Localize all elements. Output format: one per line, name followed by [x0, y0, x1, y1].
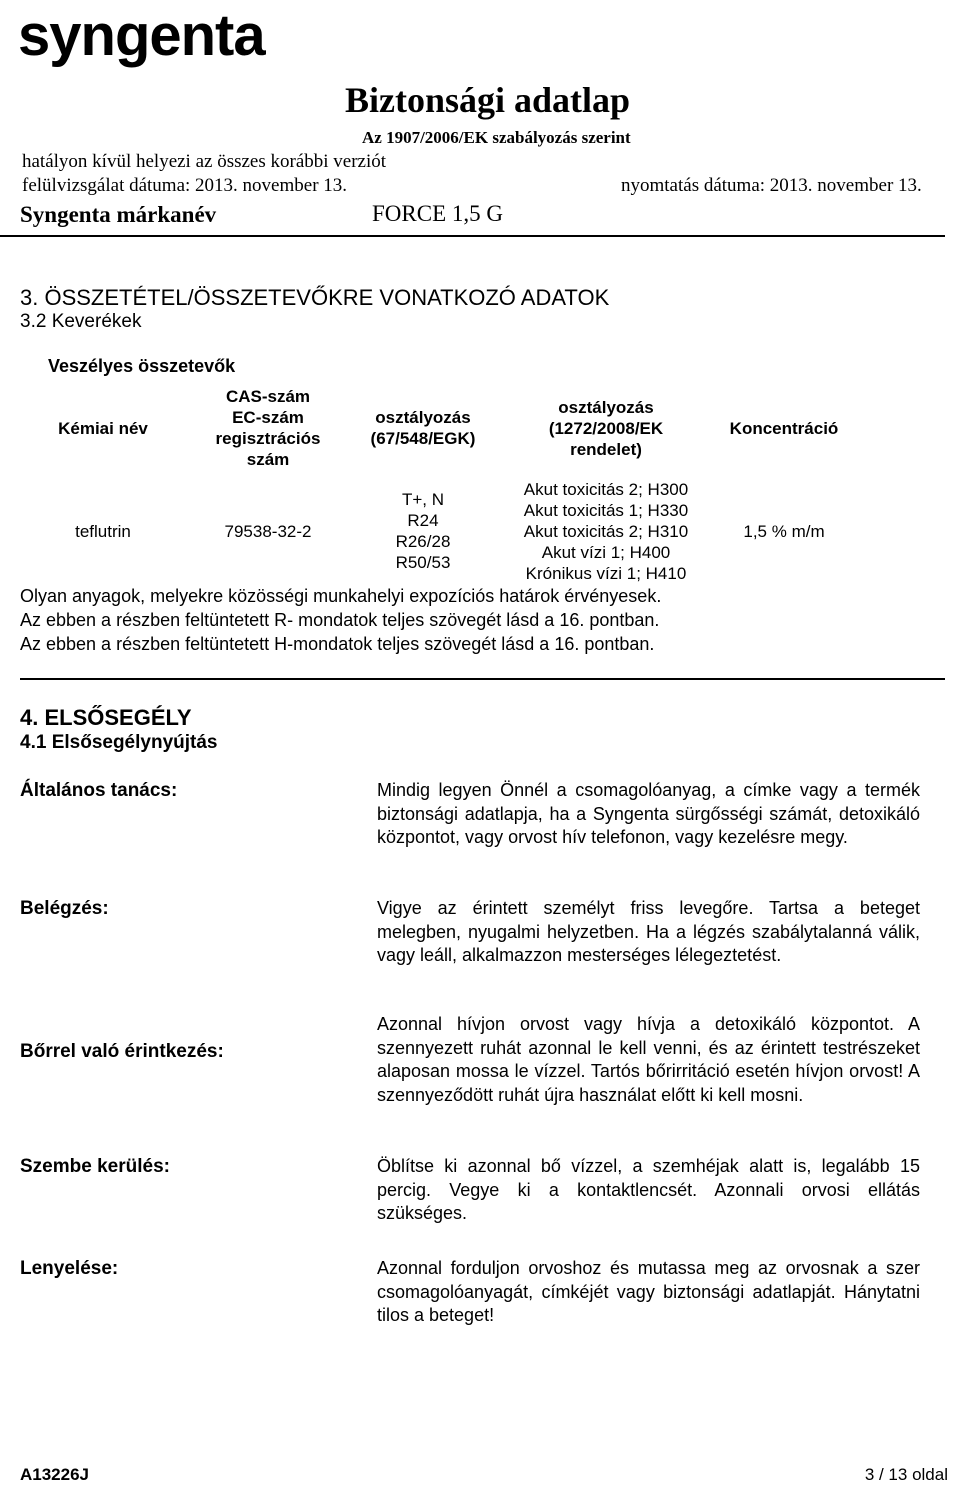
note-exposure-limits: Olyan anyagok, melyekre közösségi munkahelyi expozíciós határok érvényesek.	[20, 586, 662, 606]
ingredients-table	[18, 380, 854, 586]
section-divider	[20, 678, 945, 680]
revision-date: felülvizsgálat dátuma: 2013. november 13.	[22, 175, 348, 196]
page-title: Biztonsági adatlap	[345, 80, 631, 120]
skin-contact-text: Azonnal hívjon orvost vagy hívja a detoxikáló központot. A szennyezett ruhát azonnal le kell venni, és az érintett testrészeket alaposan mossa le vízzel. Tartós bőrirritáció esetén hívjon orvost! A szennyeződött ruhát újra használat előtt ki kell mosni.	[377, 1014, 920, 1105]
header-divider	[0, 235, 945, 237]
general-advice-text: Mindig legyen Önnél a csomagolóanyag, a címke vagy a termék biztonsági adatlapja, ha a Syngenta sürgősségi számát, detoxikáló központot, vagy orvost hív telefonon, vagy kezelésre megy.	[377, 780, 920, 847]
regulation-line: Az 1907/2006/EK szabályozás szerint	[362, 128, 631, 147]
cell-chemical-name: teflutrin	[75, 521, 131, 541]
skin-contact-label: Bőrrel való érintkezés:	[20, 1041, 224, 1062]
section4-subtitle: 4.1 Elsősegélynyújtás	[20, 732, 218, 753]
page-number: 3 / 13 oldal	[864, 1465, 948, 1484]
eye-contact-text: Öblítse ki azonnal bő vízzel, a szemhéjak alatt is, legalább 15 percig. Vegye ki a kontaktlencsét. Azonnali orvosi ellátás szükséges.	[377, 1156, 920, 1223]
cell-concentration: 1,5 % m/m	[743, 521, 825, 541]
col-classification-67-548: osztályozás (67/548/EGK)	[370, 408, 476, 448]
inhalation-text: Vigye az érintett személyt friss levegőre. Tartsa a beteget melegben, nyugalmi helyzetben. Ha a légzés szabálytalanná válik, vagy leáll, alkalmazzon mesterséges lélegeztetést.	[377, 898, 920, 965]
cell-classification-1272-2008: Akut toxicitás 2; H300 Akut toxicitás 1; H330 Akut toxicitás 2; H310 Akut vízi 1; H400 Krónikus vízi 1; H410	[523, 479, 689, 583]
supersedes-line: hatályon kívül helyezi az összes korábbi verziót	[22, 151, 387, 172]
eye-contact-label: Szembe kerülés:	[20, 1156, 170, 1177]
note-r-phrases: Az ebben a részben feltüntetett R- mondatok teljes szövegét lásd a 16. pontban.	[20, 610, 660, 630]
hazardous-ingredients-title: Veszélyes összetevők	[48, 356, 236, 376]
cell-classification-67-548: T+, N R24 R26/28 R50/53	[395, 490, 451, 572]
section3-title: 3. ÖSSZETÉTEL/ÖSSZETEVŐKRE VONATKOZÓ ADATOK	[20, 285, 610, 310]
ingestion-label: Lenyelése:	[20, 1258, 119, 1279]
print-date: nyomtatás dátuma: 2013. november 13.	[621, 175, 922, 196]
col-cas-number: CAS-szám EC-szám regisztrációs szám	[215, 387, 321, 469]
col-concentration: Koncentráció	[729, 418, 839, 438]
syngenta-logo: syngenta	[18, 3, 265, 68]
col-classification-1272-2008: osztályozás (1272/2008/EK rendelet)	[548, 397, 664, 459]
table-header-row	[18, 380, 854, 476]
inhalation-label: Belégzés:	[20, 898, 109, 919]
note-h-phrases: Az ebben a részben feltüntetett H-mondatok teljes szövegét lásd a 16. pontban.	[20, 634, 655, 654]
table-row	[18, 476, 854, 586]
cell-cas-number: 79538-32-2	[224, 521, 312, 541]
document-code: A13226J	[20, 1465, 90, 1484]
section3-subtitle: 3.2 Keverékek	[20, 311, 142, 332]
section4-title: 4. ELSŐSEGÉLY	[20, 705, 192, 730]
general-advice-label: Általános tanács:	[20, 780, 178, 801]
product-name: FORCE 1,5 G	[372, 201, 503, 226]
ingestion-text: Azonnal forduljon orvoshoz és mutassa meg az orvosnak a szer csomagolóanyagát, címkéjét vagy biztonsági adatlapját. Hánytatni tilos a beteget!	[377, 1258, 920, 1325]
brand-label: Syngenta márkanév	[20, 202, 217, 227]
col-chemical-name: Kémiai név	[58, 418, 148, 438]
